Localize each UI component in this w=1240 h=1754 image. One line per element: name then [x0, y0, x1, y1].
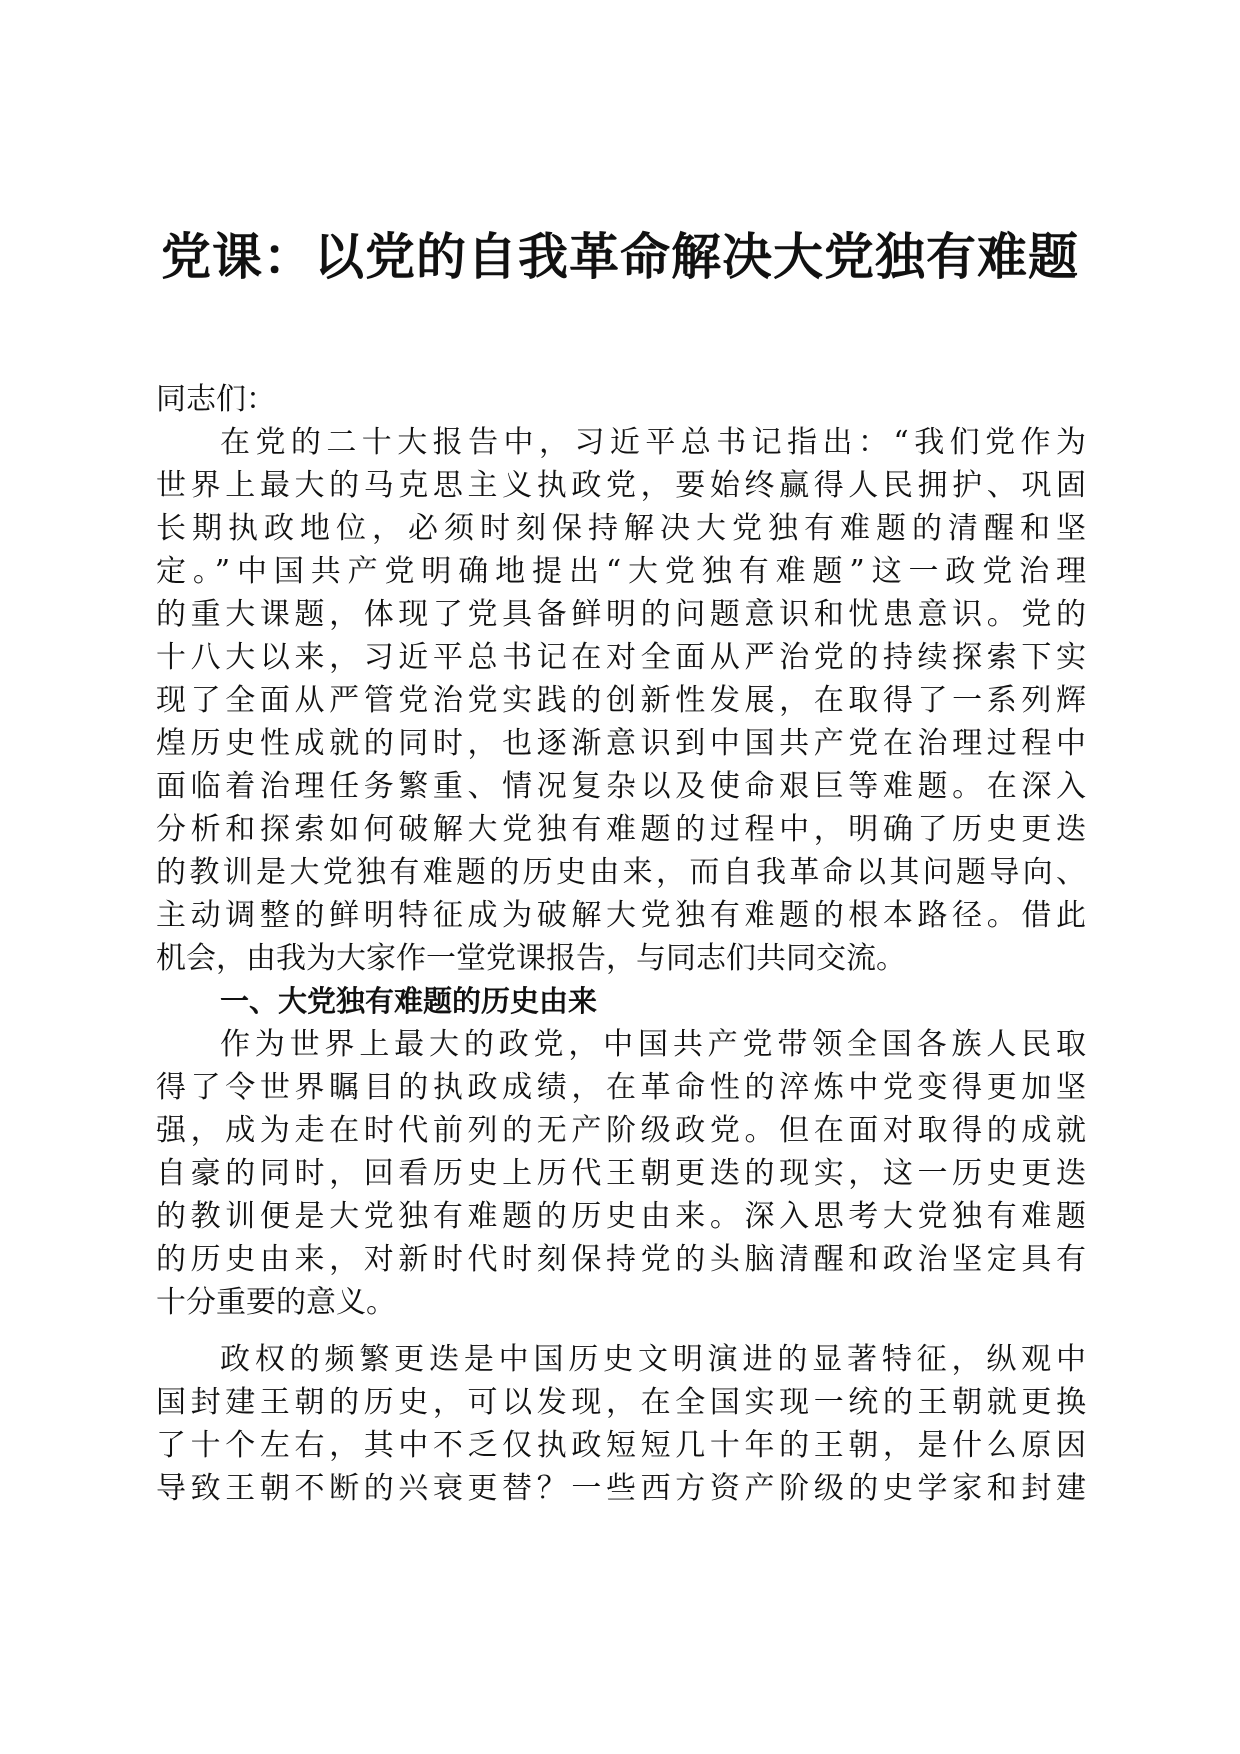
section1-paragraph-1	[156, 1023, 1086, 1324]
text-line: 十分重要的意义。	[156, 1285, 396, 1320]
text-line: 主动调整的鲜明特征成为破解大党独有难题的根本路径。借此	[156, 898, 1086, 933]
text-line: 定。”中国共产党明确地提出“大党独有难题”这一政党治理	[156, 554, 1086, 589]
text-line: 自豪的同时，回看历史上历代王朝更迭的现实，这一历史更迭	[156, 1156, 1086, 1191]
text-line: 导致王朝不断的兴衰更替？一些西方资产阶级的史学家和封建	[156, 1471, 1086, 1506]
text-line: 国封建王朝的历史，可以发现，在全国实现一统的王朝就更换	[156, 1385, 1086, 1420]
text-line: 机会，由我为大家作一堂党课报告，与同志们共同交流。	[156, 941, 906, 976]
section1-paragraph-2	[156, 1338, 1086, 1510]
text-line: 作为世界上最大的政党，中国共产党带领全国各族人民取	[220, 1027, 1086, 1062]
text-line: 世界上最大的马克思主义执政党，要始终赢得人民拥护、巩固	[156, 468, 1086, 503]
text-line: 强，成为走在时代前列的无产阶级政党。但在面对取得的成就	[156, 1113, 1086, 1148]
text-line: 面临着治理任务繁重、情况复杂以及使命艰巨等难题。在深入	[156, 769, 1086, 804]
text-line: 在党的二十大报告中，习近平总书记指出：“我们党作为	[220, 425, 1086, 460]
document-body	[156, 378, 1086, 1510]
document-title: 党课：以党的自我革命解决大党独有难题	[161, 227, 1079, 286]
text-line: 十八大以来，习近平总书记在对全面从严治党的持续探索下实	[156, 640, 1086, 675]
text-line: 的教训便是大党独有难题的历史由来。深入思考大党独有难题	[156, 1199, 1086, 1234]
text-line: 得了令世界瞩目的执政成绩，在革命性的淬炼中党变得更加坚	[156, 1070, 1086, 1105]
section-heading: 一、大党独有难题的历史由来	[220, 984, 598, 1018]
text-line: 长期执政地位，必须时刻保持解决大党独有难题的清醒和坚	[156, 511, 1086, 546]
text-line: 政权的频繁更迭是中国历史文明演进的显著特征，纵观中	[220, 1342, 1086, 1377]
text-line: 了十个左右，其中不乏仅执政短短几十年的王朝，是什么原因	[156, 1428, 1086, 1463]
intro-paragraph	[156, 421, 1086, 980]
text-line: 煌历史性成就的同时，也逐渐意识到中国共产党在治理过程中	[156, 726, 1086, 761]
text-line: 的教训是大党独有难题的历史由来，而自我革命以其问题导向、	[156, 855, 1086, 890]
text-line: 的历史由来，对新时代时刻保持党的头脑清醒和政治坚定具有	[156, 1242, 1086, 1277]
text-line: 的重大课题，体现了党具备鲜明的问题意识和忧患意识。党的	[156, 597, 1086, 632]
salutation: 同志们：	[156, 382, 276, 417]
text-line: 分析和探索如何破解大党独有难题的过程中，明确了历史更迭	[156, 812, 1086, 847]
text-line: 现了全面从严管党治党实践的创新性发展，在取得了一系列辉	[156, 683, 1086, 718]
paragraph-gap	[156, 1324, 1086, 1338]
